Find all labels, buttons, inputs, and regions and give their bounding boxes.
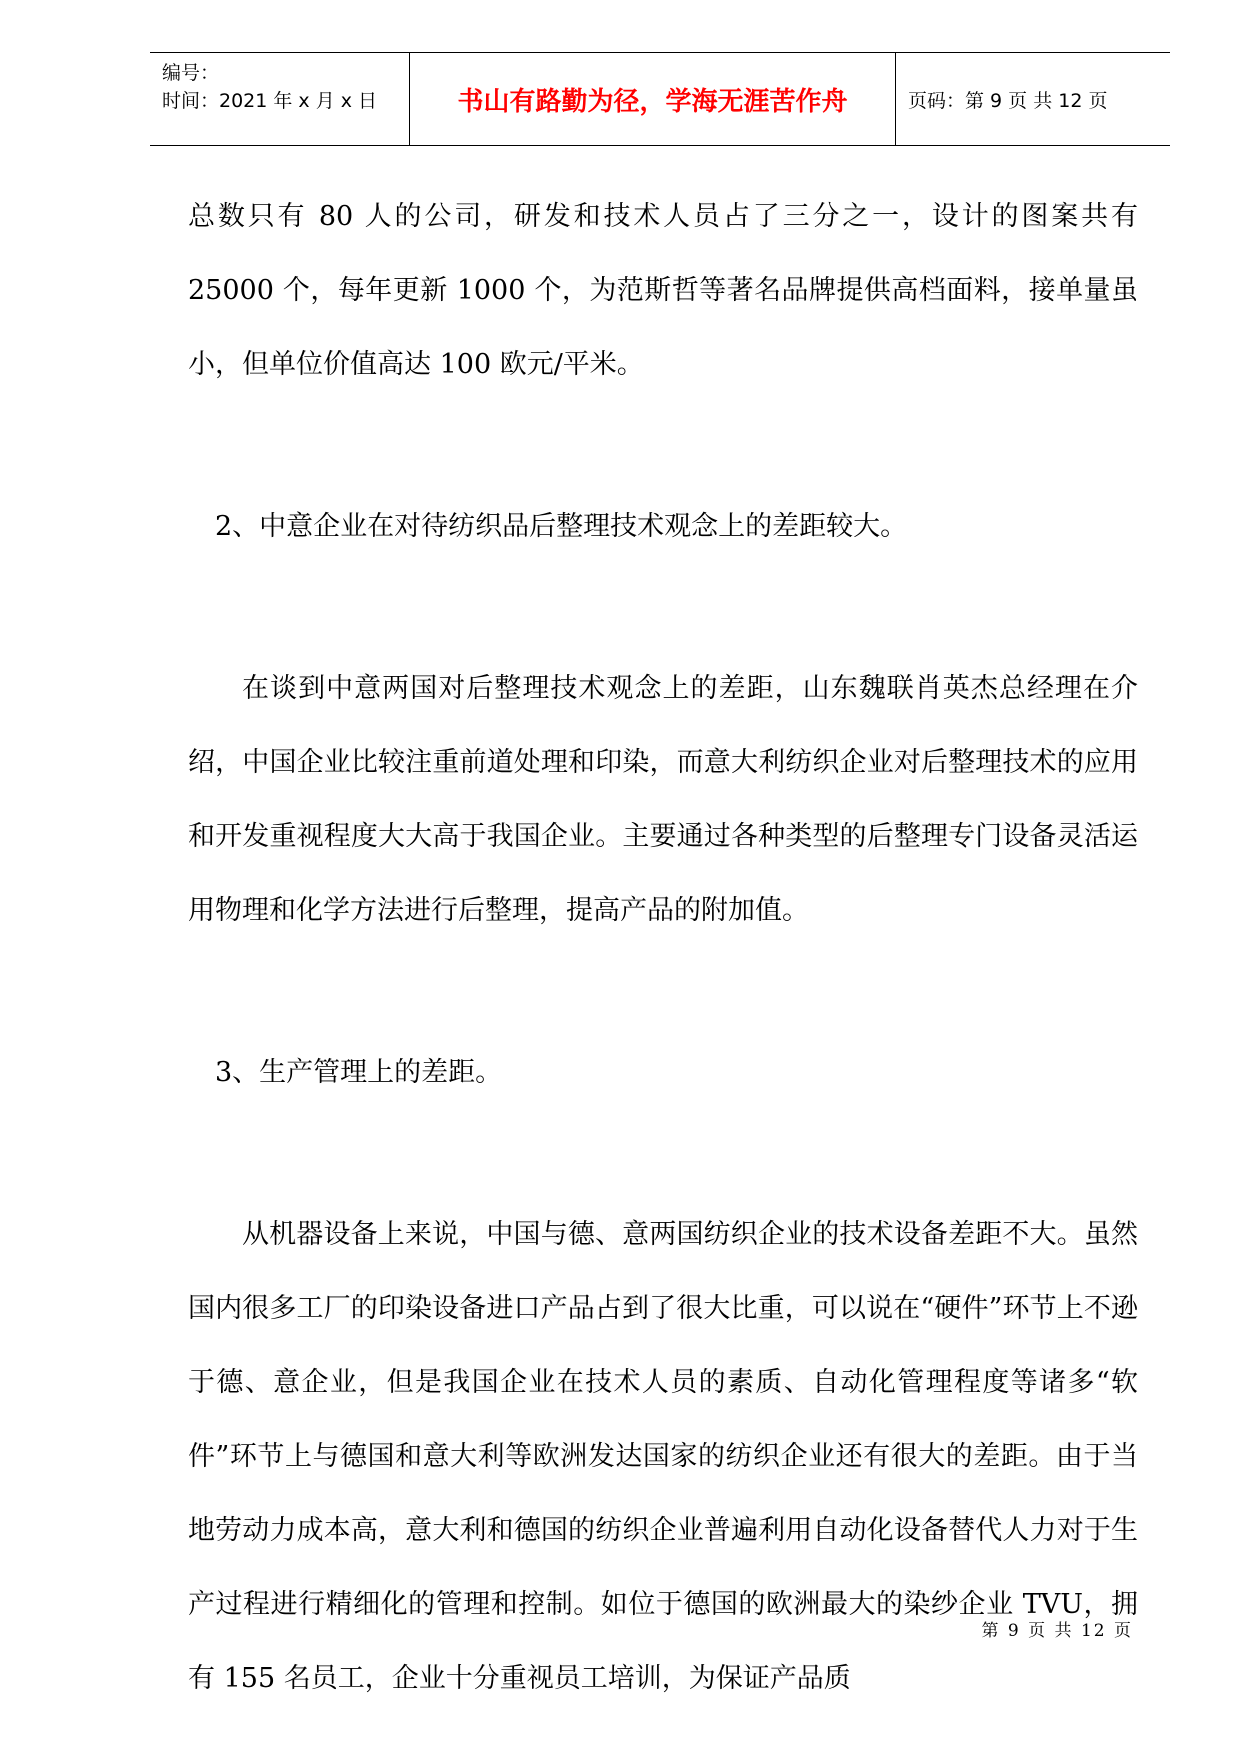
date-label: 时间：2021 年 x 月 x 日 [162,90,378,112]
paragraph-2: 在谈到中意两国对后整理技术观念上的差距，山东魏联肖英杰总经理在介绍，中国企业比较注重前道处理和印染，而意大利纺织企业对后整理技术的应用和开发重视程度大大高于我国企业。主要通过各种类型的后整理专门设备灵活运用物理和化学方法进行后整理，提高产品的附加值。 [188,673,1138,926]
document-header [150,52,1170,146]
paragraph-3: 从机器设备上来说，中国与德、意两国纺织企业的技术设备差距不大。虽然国内很多工厂的印染设备进口产品占到了很大比重，可以说在“硬件”环节上不逊于德、意企业，但是我国企业在技术人员的素质、自动化管理程度等诸多“软件”环节上与德国和意大利等欧洲发达国家的纺织企业还有很大的差距。由于当地劳动力成本高，意大利和德国的纺织企业普遍利用自动化设备替代人力对于生产过程进行精细化的管理和控制。如位于德国的欧洲最大的染纱企业 TVU，拥有 155 名员工，企业十分重视员工培训，为保证产品质 [188,1219,1138,1694]
header-motto: 书山有路勤为径，学海无涯苦作舟 [410,53,896,145]
serial-number-label: 编号： [162,62,220,84]
section-heading-3: 3、生产管理上的差距。 [215,1057,503,1088]
header-meta [150,53,410,145]
section-heading-2: 2、中意企业在对待纺织品后整理技术观念上的差距较大。 [215,511,908,542]
paragraph-1: 总数只有 80 人的公司，研发和技术人员占了三分之一，设计的图案共有 25000 个，每年更新 1000 个，为范斯哲等著名品牌提供高档面料，接单量虽小，但单位价值高达 100 欧元/平米。 [188,201,1138,380]
header-page-code: 页码：第 9 页 共 12 页 [908,89,1108,112]
page-footer: 第 9 页 共 12 页 [981,1621,1133,1641]
document-body [188,180,1138,1716]
